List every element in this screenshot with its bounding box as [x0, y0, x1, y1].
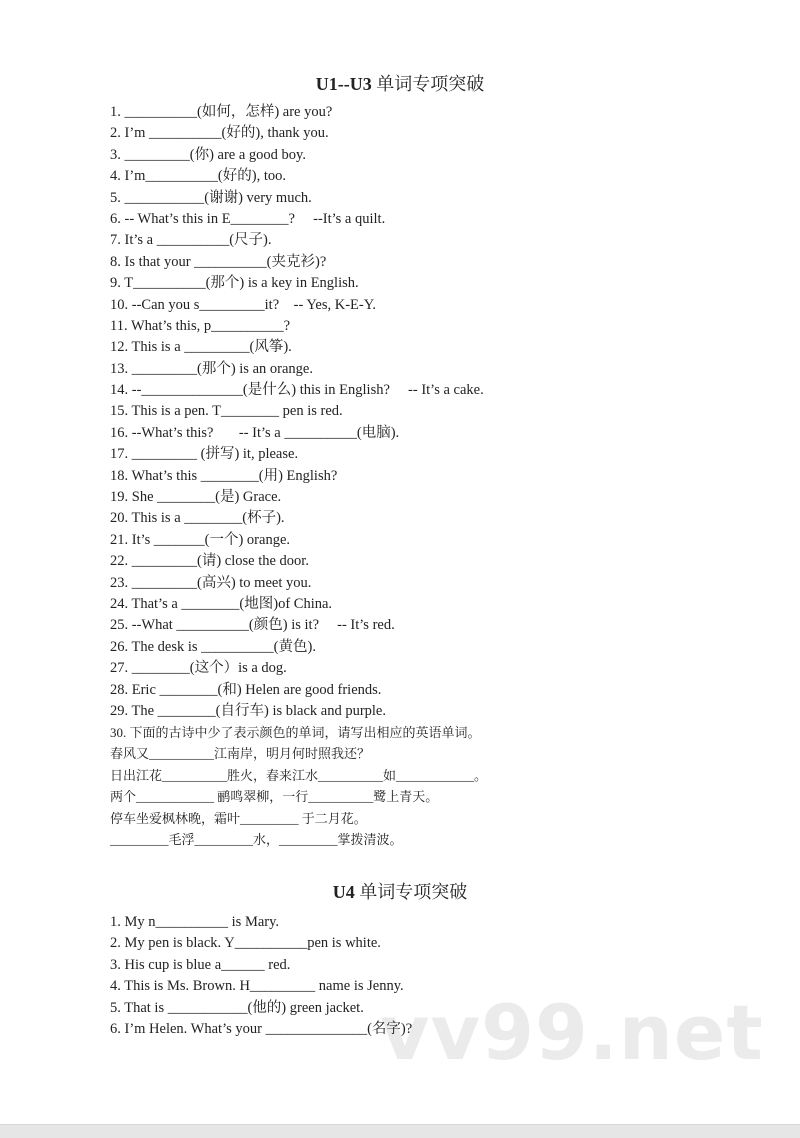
- poem-instruction: 30. 下面的古诗中少了表示颜色的单词，请写出相应的英语单词。: [110, 725, 481, 740]
- exercise-item: 10. --Can you s_________it? -- Yes, K-E-Y.: [110, 296, 376, 313]
- exercise-item: 16. --What’s this? -- It’s a __________(电脑).: [110, 424, 400, 441]
- exercise-item: 4. This is Ms. Brown. H_________ name is Jenny.: [110, 978, 404, 995]
- section2-title-text: 单词专项突破: [354, 882, 468, 902]
- exercise-item: 15. This is a pen. T________ pen is red.: [110, 403, 343, 420]
- exercise-item: 8. Is that your __________(夹克衫)?: [110, 253, 327, 270]
- section2-title: [0, 878, 800, 904]
- exercise-item: 27. ________(这个）is a dog.: [110, 660, 287, 677]
- exercise-item: 13. _________(那个) is an orange.: [110, 360, 313, 377]
- exercise-item: 2. I’m __________(好的), thank you.: [110, 125, 329, 142]
- exercise-item: 4. I’m__________(好的), too.: [110, 168, 286, 185]
- exercise-item: 3. _________(你) are a good boy.: [110, 146, 306, 163]
- exercise-item: 2. My pen is black. Y__________pen is white.: [110, 935, 381, 952]
- exercise-item: 7. It’s a __________(尺子).: [110, 232, 272, 249]
- poem-line: 停车坐爱枫林晚，霜叶_________ 于二月花。: [110, 810, 367, 826]
- exercise-item: 23. _________(高兴) to meet you.: [110, 574, 312, 591]
- exercise-item: 26. The desk is __________(黄色).: [110, 638, 316, 655]
- exercise-item: 3. His cup is blue a______ red.: [110, 956, 291, 973]
- section1-title-text: 单词专项突破: [371, 74, 485, 94]
- section1-exercise-list: [110, 102, 484, 722]
- exercise-item: 22. _________(请) close the door.: [110, 553, 309, 570]
- section2-exercise-list: [110, 912, 412, 1040]
- exercise-item: 18. What’s this ________(用) English?: [110, 467, 338, 484]
- section2-title-bold: U4: [332, 882, 355, 902]
- exercise-item: 11. What’s this, p__________?: [110, 317, 291, 334]
- exercise-item: 9. T__________(那个) is a key in English.: [110, 275, 359, 292]
- exercise-item: 5. ___________(谢谢) very much.: [110, 189, 312, 206]
- exercise-item: 19. She ________(是) Grace.: [110, 489, 282, 506]
- exercise-item: 25. --What __________(颜色) is it? -- It’s red.: [110, 617, 395, 634]
- exercise-item: 12. This is a _________(风筝).: [110, 339, 292, 356]
- poem-line: _________毛浮_________水，_________掌拨清波。: [110, 831, 403, 847]
- watermark: vv99.net: [380, 988, 764, 1077]
- poem-line: 两个____________ 鹂鸣翠柳，一行__________鹭上青天。: [110, 789, 439, 805]
- section1-title-bold: U1--U3: [315, 74, 372, 94]
- exercise-item: 21. It’s _______(一个) orange.: [110, 531, 291, 548]
- exercise-item: 28. Eric ________(和) Helen are good friends.: [110, 681, 382, 698]
- exercise-item: 24. That’s a ________(地图)of China.: [110, 595, 333, 612]
- exercise-item: 1. My n__________ is Mary.: [110, 914, 280, 930]
- exercise-item: 6. -- What’s this in E________? --It’s a quilt.: [110, 210, 386, 227]
- poem-line: 日出江花__________胜火，春来江水__________如____________。: [110, 767, 488, 783]
- exercise-item: 5. That is ___________(他的) green jacket.: [110, 999, 364, 1016]
- page-bottom-edge: [0, 1124, 800, 1138]
- exercise-item: 6. I’m Helen. What’s your ______________(名字)?: [110, 1020, 413, 1037]
- poem-exercise: [110, 722, 487, 850]
- exercise-item: 20. This is a ________(杯子).: [110, 510, 285, 527]
- section1-title: [0, 70, 800, 96]
- poem-line: 春风又__________江南岸，明月何时照我还？: [110, 746, 371, 762]
- exercise-item: 14. --______________(是什么) this in English? -- It’s a cake.: [110, 382, 484, 399]
- exercise-item: 17. _________ (拼写) it, please.: [110, 446, 299, 463]
- exercise-item: 1. __________(如何，怎样) are you?: [110, 104, 333, 120]
- exercise-item: 29. The ________(自行车) is black and purple.: [110, 702, 386, 719]
